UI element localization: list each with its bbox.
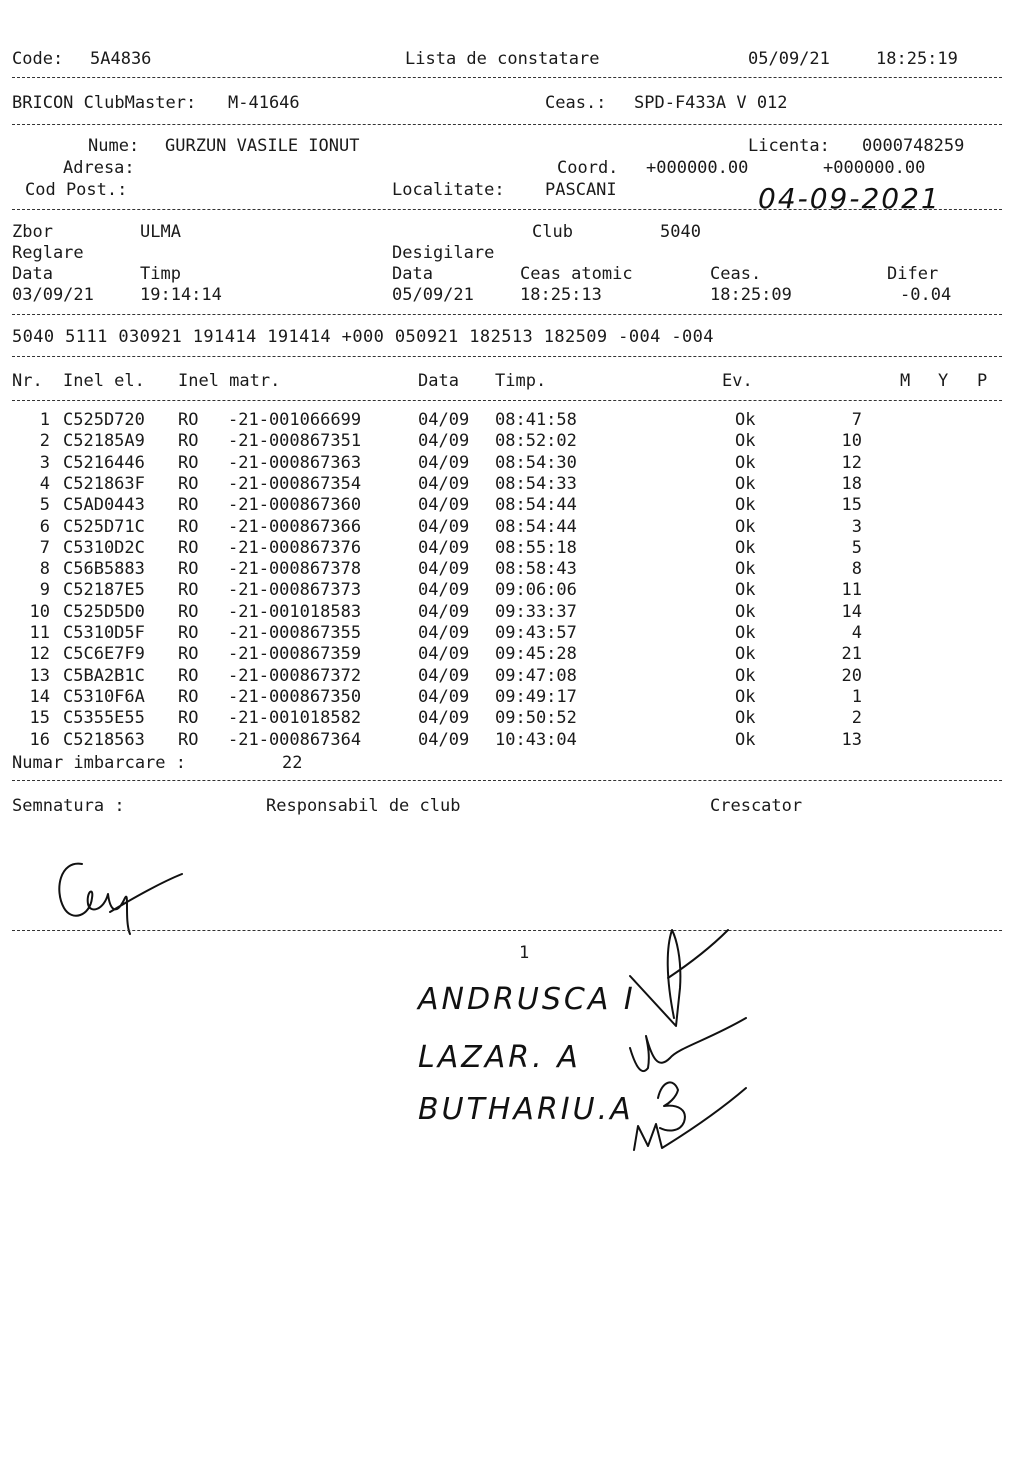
- row-date: 04/09: [418, 729, 470, 750]
- row-position: 5: [851, 537, 862, 558]
- clock-value: SPD-F433A V 012: [634, 93, 788, 113]
- row-country: RO: [178, 623, 199, 643]
- coord-label: Coord.: [557, 158, 619, 178]
- row-date: 04/09: [418, 431, 470, 452]
- row-position: 11: [841, 580, 862, 601]
- row-inel-matr: -21-000867372: [228, 665, 362, 686]
- zbor-label: Zbor: [12, 222, 53, 242]
- row-event: Ok: [735, 623, 756, 643]
- row-inel-el: C525D720: [63, 410, 145, 430]
- row-date: 04/09: [418, 601, 470, 622]
- row-time: 09:45:28: [495, 644, 577, 665]
- row-inel-matr: -21-000867354: [228, 473, 362, 494]
- handwritten-date: 04-09-2021: [758, 182, 941, 215]
- row-number: 9: [39, 580, 50, 601]
- row-position: 3: [851, 516, 862, 537]
- col-nr: Nr.: [12, 371, 43, 391]
- clock-label: Ceas.:: [545, 93, 607, 113]
- table-row: [0, 431, 1024, 452]
- row-inel-matr: -21-000867351: [228, 431, 362, 452]
- locality-value: PASCANI: [545, 180, 617, 200]
- signature-scribble: [50, 850, 190, 940]
- handwritten-name-3: BUTHARIU.A: [418, 1092, 634, 1127]
- row-time: 09:06:06: [495, 580, 577, 601]
- col-inel-matr: Inel matr.: [178, 371, 281, 391]
- unseal-date: 05/09/21: [392, 285, 474, 305]
- name-label: Nume:: [88, 136, 140, 156]
- row-date: 04/09: [418, 686, 470, 707]
- row-inel-matr: -21-000867378: [228, 559, 362, 580]
- row-number: 10: [29, 601, 50, 622]
- row-event: Ok: [735, 410, 756, 430]
- row-inel-matr: -21-000867366: [228, 516, 362, 537]
- table-row: [0, 495, 1024, 516]
- row-inel-matr: -21-001018583: [228, 601, 362, 622]
- row-time: 10:43:04: [495, 729, 577, 750]
- table-row: [0, 623, 1024, 644]
- row-inel-matr: -21-000867355: [228, 623, 362, 643]
- row-inel-el: C5310D5F: [63, 623, 145, 643]
- club-label: Club: [532, 222, 573, 242]
- print-date: 05/09/21: [748, 49, 830, 69]
- row-event: Ok: [735, 729, 756, 750]
- row-time: 08:41:58: [495, 410, 577, 430]
- row-country: RO: [178, 665, 199, 686]
- row-inel-matr: -21-000867373: [228, 580, 362, 601]
- coord-y: +000000.00: [823, 158, 926, 178]
- row-time: 09:33:37: [495, 601, 577, 622]
- boarding-value: 22: [282, 753, 303, 773]
- row-inel-el: C5216446: [63, 452, 145, 473]
- row-date: 04/09: [418, 708, 470, 729]
- row-event: Ok: [735, 495, 756, 516]
- postcode-label: Cod Post.:: [25, 180, 128, 200]
- row-event: Ok: [735, 559, 756, 580]
- divider: [12, 124, 1002, 125]
- table-row: [0, 410, 1024, 431]
- row-country: RO: [178, 601, 199, 622]
- row-country: RO: [178, 537, 199, 558]
- table-row: [0, 687, 1024, 708]
- setting-label: Reglare: [12, 243, 84, 263]
- row-event: Ok: [735, 601, 756, 622]
- row-number: 14: [29, 686, 50, 707]
- divider: [12, 314, 1002, 315]
- row-date: 04/09: [418, 559, 470, 580]
- row-time: 08:58:43: [495, 559, 577, 580]
- row-inel-el: C525D71C: [63, 516, 145, 537]
- row-country: RO: [178, 729, 199, 750]
- table-row: [0, 644, 1024, 665]
- row-position: 14: [841, 601, 862, 622]
- zbor-value: ULMA: [140, 222, 181, 242]
- row-position: 10: [841, 431, 862, 452]
- handwritten-name-1: ANDRUSCA I: [418, 982, 636, 1017]
- divider: [12, 400, 1002, 401]
- set-date-label: Data: [12, 264, 53, 284]
- row-position: 13: [841, 729, 862, 750]
- table-row: [0, 474, 1024, 495]
- breeder-label: Crescator: [710, 796, 803, 816]
- row-position: 18: [841, 473, 862, 494]
- row-position: 8: [851, 559, 862, 580]
- row-inel-matr: -21-001066699: [228, 410, 362, 430]
- row-date: 04/09: [418, 516, 470, 537]
- row-number: 2: [39, 431, 50, 452]
- row-inel-matr: -21-000867359: [228, 644, 362, 665]
- set-date: 03/09/21: [12, 285, 94, 305]
- row-position: 1: [851, 686, 862, 707]
- handwritten-name-2: LAZAR. A: [418, 1040, 581, 1075]
- row-inel-el: C5BA2B1C: [63, 665, 145, 686]
- atomic-time: 18:25:13: [520, 285, 602, 305]
- row-event: Ok: [735, 516, 756, 537]
- row-number: 1: [39, 410, 50, 430]
- row-inel-el: C5310D2C: [63, 537, 145, 558]
- row-event: Ok: [735, 452, 756, 473]
- atomic-label: Ceas atomic: [520, 264, 633, 284]
- divider: [12, 930, 1002, 931]
- row-number: 13: [29, 665, 50, 686]
- row-country: RO: [178, 495, 199, 516]
- table-row: [0, 666, 1024, 687]
- diff-label: Difer: [887, 264, 939, 284]
- row-position: 20: [841, 665, 862, 686]
- row-number: 6: [39, 516, 50, 537]
- page-title: Lista de constatare: [405, 49, 600, 69]
- row-country: RO: [178, 580, 199, 601]
- clock-time-label: Ceas.: [710, 264, 762, 284]
- row-inel-el: C521863F: [63, 473, 145, 494]
- table-row: [0, 538, 1024, 559]
- row-number: 12: [29, 644, 50, 665]
- row-number: 5: [39, 495, 50, 516]
- row-inel-matr: -21-000867363: [228, 452, 362, 473]
- row-country: RO: [178, 516, 199, 537]
- club-responsible-label: Responsabil de club: [266, 796, 461, 816]
- row-inel-el: C5C6E7F9: [63, 644, 145, 665]
- col-p: P: [977, 371, 988, 391]
- licence-value: 0000748259: [862, 136, 965, 156]
- device-value: M-41646: [228, 93, 300, 113]
- row-time: 08:52:02: [495, 431, 577, 452]
- row-date: 04/09: [418, 665, 470, 686]
- row-inel-el: C5AD0443: [63, 495, 145, 516]
- row-country: RO: [178, 708, 199, 729]
- row-position: 21: [841, 644, 862, 665]
- row-country: RO: [178, 644, 199, 665]
- row-time: 08:54:30: [495, 452, 577, 473]
- row-date: 04/09: [418, 537, 470, 558]
- device-label: BRICON ClubMaster:: [12, 93, 197, 113]
- divider: [12, 780, 1002, 781]
- unseal-date-label: Data: [392, 264, 433, 284]
- row-number: 11: [29, 623, 50, 643]
- club-value: 5040: [660, 222, 701, 242]
- row-time: 09:49:17: [495, 686, 577, 707]
- row-inel-el: C5310F6A: [63, 686, 145, 707]
- row-inel-el: C52185A9: [63, 431, 145, 452]
- row-time: 08:55:18: [495, 537, 577, 558]
- row-time: 09:47:08: [495, 665, 577, 686]
- row-number: 15: [29, 708, 50, 729]
- col-timp: Timp.: [495, 371, 547, 391]
- row-number: 16: [29, 729, 50, 750]
- col-inel-el: Inel el.: [63, 371, 145, 391]
- row-position: 2: [851, 708, 862, 729]
- row-time: 08:54:44: [495, 495, 577, 516]
- row-event: Ok: [735, 665, 756, 686]
- row-position: 7: [851, 410, 862, 430]
- print-time: 18:25:19: [876, 49, 958, 69]
- code-label: Code:: [12, 49, 64, 69]
- row-date: 04/09: [418, 410, 470, 430]
- row-number: 7: [39, 537, 50, 558]
- page-number: 1: [519, 943, 530, 963]
- col-ev: Ev.: [722, 371, 753, 391]
- address-label: Adresa:: [63, 158, 135, 178]
- owner-name: GURZUN VASILE IONUT: [165, 136, 360, 156]
- row-inel-matr: -21-000867360: [228, 495, 362, 516]
- handwritten-signatures: [618, 918, 748, 1158]
- row-number: 3: [39, 452, 50, 473]
- divider: [12, 356, 1002, 357]
- row-position: 15: [841, 495, 862, 516]
- code-line: 5040 5111 030921 191414 191414 +000 050921 182513 182509 -004 -004: [12, 327, 714, 347]
- set-time-label: Timp: [140, 264, 181, 284]
- table-row: [0, 730, 1024, 751]
- divider: [12, 209, 1002, 210]
- row-inel-matr: -21-000867364: [228, 729, 362, 750]
- row-position: 12: [841, 452, 862, 473]
- row-country: RO: [178, 473, 199, 494]
- row-date: 04/09: [418, 473, 470, 494]
- row-date: 04/09: [418, 623, 470, 643]
- licence-label: Licenta:: [748, 136, 830, 156]
- col-data: Data: [418, 371, 459, 391]
- row-event: Ok: [735, 644, 756, 665]
- coord-x: +000000.00: [646, 158, 749, 178]
- table-row: [0, 580, 1024, 601]
- row-event: Ok: [735, 473, 756, 494]
- table-row: [0, 602, 1024, 623]
- col-y: Y: [938, 371, 949, 391]
- row-country: RO: [178, 452, 199, 473]
- row-country: RO: [178, 410, 199, 430]
- row-position: 4: [851, 623, 862, 643]
- row-date: 04/09: [418, 644, 470, 665]
- clock-time: 18:25:09: [710, 285, 792, 305]
- table-row: [0, 559, 1024, 580]
- table-row: [0, 453, 1024, 474]
- row-time: 08:54:44: [495, 516, 577, 537]
- code-value: 5A4836: [90, 49, 152, 69]
- row-date: 04/09: [418, 495, 470, 516]
- row-country: RO: [178, 559, 199, 580]
- row-event: Ok: [735, 431, 756, 452]
- table-row: [0, 708, 1024, 729]
- table-row: [0, 517, 1024, 538]
- row-number: 4: [39, 473, 50, 494]
- unsealing-label: Desigilare: [392, 243, 495, 263]
- row-time: 09:50:52: [495, 708, 577, 729]
- row-inel-matr: -21-000867350: [228, 686, 362, 707]
- signature-label: Semnatura :: [12, 796, 125, 816]
- set-time: 19:14:14: [140, 285, 222, 305]
- divider: [12, 77, 1002, 78]
- row-date: 04/09: [418, 452, 470, 473]
- row-inel-el: C56B5883: [63, 559, 145, 580]
- row-event: Ok: [735, 537, 756, 558]
- row-inel-el: C525D5D0: [63, 601, 145, 622]
- row-inel-matr: -21-001018582: [228, 708, 362, 729]
- row-date: 04/09: [418, 580, 470, 601]
- col-m: M: [900, 371, 911, 391]
- row-time: 09:43:57: [495, 623, 577, 643]
- row-country: RO: [178, 686, 199, 707]
- row-inel-el: C5355E55: [63, 708, 145, 729]
- row-inel-el: C52187E5: [63, 580, 145, 601]
- row-event: Ok: [735, 686, 756, 707]
- row-inel-matr: -21-000867376: [228, 537, 362, 558]
- row-country: RO: [178, 431, 199, 452]
- row-inel-el: C5218563: [63, 729, 145, 750]
- row-event: Ok: [735, 708, 756, 729]
- boarding-label: Numar imbarcare :: [12, 753, 186, 773]
- row-time: 08:54:33: [495, 473, 577, 494]
- locality-label: Localitate:: [392, 180, 505, 200]
- diff-value: -0.04: [900, 285, 952, 305]
- row-event: Ok: [735, 580, 756, 601]
- row-number: 8: [39, 559, 50, 580]
